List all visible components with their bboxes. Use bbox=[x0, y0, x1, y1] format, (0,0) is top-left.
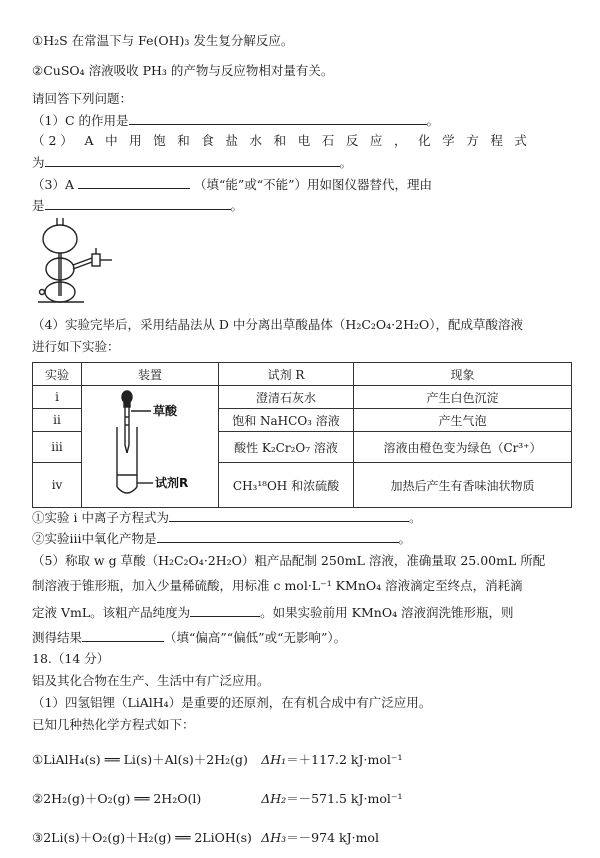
info-item-2-text: CuSO₄ 溶液吸收 PH₃ 的产物与反应物相对量有关。 bbox=[43, 63, 334, 78]
q2-part: 式 bbox=[514, 133, 527, 148]
apparatus-label-top: 草酸 bbox=[153, 404, 178, 418]
eq2-formula: 2H₂(g)＋O₂(g) ══ 2H₂O(l) bbox=[43, 791, 202, 806]
q2-part: 食 bbox=[201, 133, 214, 148]
q2-end: 。 bbox=[339, 155, 353, 170]
table-header: 实验 bbox=[33, 363, 82, 386]
thermo-equation-3 bbox=[32, 829, 379, 847]
question-3-line2 bbox=[32, 196, 243, 215]
eq3-dh-value: ＝－974 kJ·mol bbox=[286, 830, 379, 845]
answer-blank-q3b[interactable] bbox=[45, 196, 231, 210]
thermo-equation-2 bbox=[32, 790, 402, 808]
answer-blank-error-effect[interactable] bbox=[82, 628, 164, 642]
info-item-2-num: ② bbox=[32, 63, 44, 78]
table-header: 现象 bbox=[354, 363, 572, 386]
info-item-1-num: ① bbox=[32, 33, 44, 48]
q2-part: 应 bbox=[369, 133, 383, 148]
q3-label: （3）A bbox=[32, 177, 74, 192]
table-cell-exp: iv bbox=[33, 463, 82, 508]
experiment-table bbox=[32, 362, 572, 508]
sub-q2-end: 。 bbox=[398, 531, 412, 546]
eq3-dh-label: ΔH₃ bbox=[261, 830, 287, 845]
eq1-dh-label: ΔH₁ bbox=[261, 752, 287, 767]
table-row bbox=[33, 386, 572, 409]
question-2-line2 bbox=[32, 153, 352, 172]
kipp-apparatus-figure bbox=[30, 214, 130, 308]
q3-line2-label: 是 bbox=[32, 198, 45, 213]
table-cell-phenomenon: 产生白色沉淀 bbox=[354, 386, 572, 409]
q3-line1-rest: （填“能”或“不能”）用如图仪器替代，理由 bbox=[193, 177, 433, 192]
eq2-dh-value: ＝－571.5 kJ·mol⁻¹ bbox=[286, 791, 403, 806]
table-cell-phenomenon: 溶液由橙色变为绿色（Cr³⁺） bbox=[354, 432, 572, 463]
q2-part: 饱 bbox=[153, 133, 166, 148]
eq2-num: ② bbox=[32, 791, 44, 806]
table-cell-reagent: CH₃¹⁸OH 和浓硫酸 bbox=[219, 463, 354, 508]
q2-part: 石 bbox=[321, 133, 335, 148]
table-cell-exp: iii bbox=[33, 432, 82, 463]
answer-blank-q1[interactable] bbox=[129, 111, 427, 125]
answer-blank-purity[interactable] bbox=[190, 603, 260, 617]
question-18-header: 18.（14 分） bbox=[32, 651, 110, 666]
table-cell-phenomenon: 加热后产生有香味油状物质 bbox=[354, 463, 572, 508]
q2-part: 用 bbox=[129, 133, 142, 148]
q2-part: 电 bbox=[297, 133, 311, 148]
question-5-line2: 制溶液于锥形瓶，加入少量稀硫酸，用标准 c mol·L⁻¹ KMnO₄ 溶液滴定至终点，消耗滴 bbox=[32, 578, 523, 593]
q2-part: 中 bbox=[105, 133, 118, 148]
eq3-formula: 2Li(s)＋O₂(g)＋H₂(g) ══ 2LiOH(s) bbox=[43, 830, 252, 845]
q2-part: （ 2 ） bbox=[32, 133, 73, 148]
q2-part: ， bbox=[394, 133, 407, 148]
sub-q2-label: ②实验iii中氧化产物是 bbox=[32, 531, 157, 546]
table-header-row bbox=[33, 363, 572, 386]
q2-part: 反 bbox=[345, 133, 359, 148]
question-4-line1: （4）实验完毕后，采用结晶法从 D 中分离出草酸晶体（H₂C₂O₄·2H₂O），配成草酸溶液 bbox=[32, 317, 524, 332]
question-1-end: 。 bbox=[426, 113, 440, 128]
sub-question-2 bbox=[32, 529, 411, 548]
answer-blank-q2[interactable] bbox=[45, 153, 340, 167]
eq1-formula: LiAlH₄(s) ══ Li(s)＋Al(s)＋2H₂(g) bbox=[43, 752, 248, 767]
question-5-line3 bbox=[32, 603, 514, 622]
q2-part: A bbox=[84, 133, 94, 148]
question-18-sub1b: 已知几种热化学方程式如下： bbox=[32, 717, 195, 732]
q2-part: 学 bbox=[442, 133, 455, 148]
q2-part: 盐 bbox=[225, 133, 238, 148]
question-3-line1 bbox=[32, 175, 432, 194]
info-item-1 bbox=[32, 32, 293, 50]
dropper-test-tube-figure bbox=[83, 387, 217, 503]
table-cell-phenomenon: 产生气泡 bbox=[354, 409, 572, 432]
q2-part: 化 bbox=[418, 133, 431, 148]
question-5-line1: （5）称取 w g 草酸（H₂C₂O₄·2H₂O）粗产品配制 250mL 溶液，准确量取 25.00mL 所配 bbox=[32, 553, 546, 568]
info-item-2 bbox=[32, 62, 333, 80]
question-18-intro: 铝及其化合物在生产、生活中有广泛应用。 bbox=[32, 673, 270, 688]
info-item-1-text: H₂S 在常温下与 Fe(OH)₃ 发生复分解反应。 bbox=[43, 33, 294, 48]
question-1 bbox=[32, 111, 439, 130]
thermo-equation-1 bbox=[32, 751, 402, 769]
prompt: 请回答下列问题： bbox=[32, 91, 133, 106]
question-5-line4 bbox=[32, 628, 346, 647]
q2-part: 水 bbox=[249, 133, 263, 148]
table-header: 试剂 R bbox=[219, 363, 354, 386]
question-18-sub1: （1）四氢铝锂（LiAlH₄）是重要的还原剂，在有机合成中有广泛应用。 bbox=[32, 695, 432, 710]
question-2-line1 bbox=[32, 132, 527, 150]
apparatus-label-bottom: 试剂R bbox=[155, 476, 189, 490]
q2-part: 和 bbox=[273, 133, 287, 148]
answer-blank-ionic-equation[interactable] bbox=[169, 508, 409, 522]
q2-part: 和 bbox=[177, 133, 190, 148]
sub-q1-end: 。 bbox=[408, 510, 422, 525]
question-1-label: （1）C 的作用是 bbox=[32, 113, 129, 128]
q5-line4b: （填“偏高”“偏低”或“无影响”）。 bbox=[164, 630, 347, 645]
table-cell-exp: ii bbox=[33, 409, 82, 432]
eq3-num: ③ bbox=[32, 830, 44, 845]
eq2-dh-label: ΔH₂ bbox=[261, 791, 287, 806]
table-cell-exp: i bbox=[33, 386, 82, 409]
answer-blank-q3a[interactable] bbox=[78, 175, 190, 189]
sub-q1-label: ①实验 i 中离子方程式为 bbox=[32, 510, 169, 525]
table-cell-reagent: 澄清石灰水 bbox=[219, 386, 354, 409]
table-header: 装置 bbox=[82, 363, 219, 386]
eq1-num: ① bbox=[32, 752, 44, 767]
question-4-line2: 进行如下实验： bbox=[32, 339, 120, 354]
table-cell-reagent: 酸性 K₂Cr₂O₇ 溶液 bbox=[219, 432, 354, 463]
q3-end: 。 bbox=[230, 198, 244, 213]
sub-question-1 bbox=[32, 508, 421, 527]
apparatus-cell bbox=[82, 386, 219, 508]
q2-part: 方 bbox=[466, 133, 479, 148]
table-cell-reagent: 饱和 NaHCO₃ 溶液 bbox=[219, 409, 354, 432]
q2-part: 程 bbox=[490, 133, 503, 148]
q5-line4a: 测得结果 bbox=[32, 630, 83, 645]
q5-line3a: 定液 VmL。该粗产品纯度为 bbox=[32, 605, 191, 620]
q2-line2-label: 为 bbox=[32, 155, 45, 170]
eq1-dh-value: ＝＋117.2 kJ·mol⁻¹ bbox=[286, 752, 403, 767]
q5-line3b: 。如果实验前用 KMnO₄ 溶液润洗锥形瓶，则 bbox=[260, 605, 514, 620]
answer-blank-oxidation-product[interactable] bbox=[157, 529, 399, 543]
